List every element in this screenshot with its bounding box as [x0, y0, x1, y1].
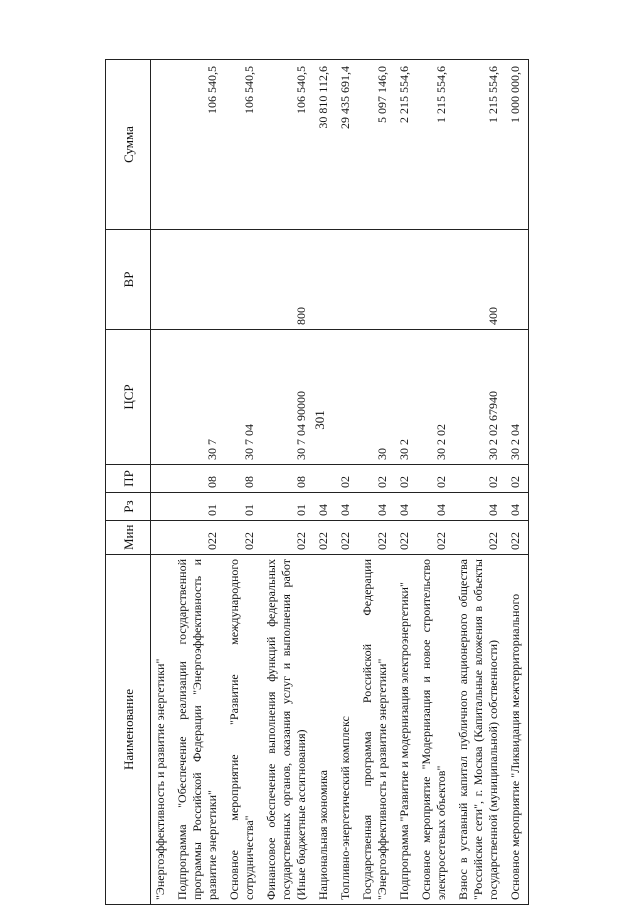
row-vr: [314, 230, 336, 330]
row-name: Финансовое обеспечение выполнения функций федеральных государственных органов, оказания услуг и выполнения работ (Иные бюджетные ассигнования): [262, 555, 314, 905]
row-sum: 29 435 691,4: [336, 60, 358, 230]
table-row: [336, 60, 358, 905]
row-vr: [417, 230, 454, 330]
row-rz: 04: [417, 493, 454, 521]
row-csr: 30 2: [395, 330, 417, 465]
row-name: Государственная программа Российской Федерации "Энергоэффективность и развитие энергетики": [358, 555, 395, 905]
row-pr: [314, 465, 336, 493]
row-sum: 1 000 000,0: [506, 60, 529, 230]
row-pr: 02: [417, 465, 454, 493]
table-row: [506, 60, 529, 905]
row-csr: 30 7 04: [225, 330, 262, 465]
row-csr: 30 2 02: [417, 330, 454, 465]
page-number: 301: [312, 410, 327, 430]
row-csr: [314, 330, 336, 465]
col-csr-header: ЦСР: [106, 330, 151, 465]
row-name: "Энергоэффективность и развитие энергетики": [151, 555, 174, 905]
row-vr: [358, 230, 395, 330]
row-min: 022: [314, 521, 336, 555]
row-min: 022: [417, 521, 454, 555]
row-sum: 5 097 146,0: [358, 60, 395, 230]
row-pr: 02: [358, 465, 395, 493]
row-pr: 02: [506, 465, 529, 493]
row-min: 022: [358, 521, 395, 555]
row-sum: 2 215 554,6: [395, 60, 417, 230]
table-row: [314, 60, 336, 905]
col-rz-header: Рз: [106, 493, 151, 521]
row-sum: 1 215 554,6: [417, 60, 454, 230]
row-rz: 01: [225, 493, 262, 521]
table-row: [395, 60, 417, 905]
row-csr: [336, 330, 358, 465]
row-rz: 01: [173, 493, 225, 521]
col-vr-header: ВР: [106, 230, 151, 330]
row-csr: 30 2 02 67940: [454, 330, 506, 465]
row-sum: 106 540,5: [262, 60, 314, 230]
row-vr: [506, 230, 529, 330]
row-csr: 30 2 04: [506, 330, 529, 465]
row-pr: 02: [454, 465, 506, 493]
table-row: [225, 60, 262, 905]
row-rz: 04: [336, 493, 358, 521]
row-pr: 02: [395, 465, 417, 493]
row-name: Подпрограмма "Обеспечение реализации государственной программы Российской Федерации "Энергоэффективность и развитие энергетики": [173, 555, 225, 905]
col-name-header: Наименование: [106, 555, 151, 905]
row-min: 022: [225, 521, 262, 555]
row-pr: 08: [225, 465, 262, 493]
row-min: 022: [336, 521, 358, 555]
row-vr: [336, 230, 358, 330]
row-min: 022: [454, 521, 506, 555]
row-name: Топливно-энергетический комплекс: [336, 555, 358, 905]
row-min: 022: [173, 521, 225, 555]
row-vr: [395, 230, 417, 330]
row-rz: 04: [314, 493, 336, 521]
row-csr: 30 7: [173, 330, 225, 465]
budget-table-rotated: [105, 60, 610, 905]
table-row: [262, 60, 314, 905]
row-pr: [151, 465, 174, 493]
row-vr: 400: [454, 230, 506, 330]
row-rz: 04: [395, 493, 417, 521]
table-row: [151, 60, 174, 905]
row-sum: 30 810 112,6: [314, 60, 336, 230]
row-name: Взнос в уставный капитал публичного акционерного общества "Российские сети", г. Москва (Капитальные вложения в объекты государственной (муниципальной) собственности): [454, 555, 506, 905]
row-min: [151, 521, 174, 555]
row-sum: 1 215 554,6: [454, 60, 506, 230]
table-header: [106, 60, 151, 905]
row-min: 022: [395, 521, 417, 555]
row-name: Основное мероприятие "Ликвидация межтерриториального: [506, 555, 529, 905]
row-min: 022: [506, 521, 529, 555]
col-pr-header: ПР: [106, 465, 151, 493]
col-sum-header: Сумма: [106, 60, 151, 230]
row-rz: 04: [506, 493, 529, 521]
row-sum: [151, 60, 174, 230]
row-name: Подпрограмма "Развитие и модернизация электроэнергетики": [395, 555, 417, 905]
row-csr: 30 7 04 90000: [262, 330, 314, 465]
row-rz: [151, 493, 174, 521]
row-vr: [225, 230, 262, 330]
row-rz: 04: [454, 493, 506, 521]
table-row: [454, 60, 506, 905]
row-min: 022: [262, 521, 314, 555]
row-csr: [151, 330, 174, 465]
row-name: Основное мероприятие "Развитие международного сотрудничества": [225, 555, 262, 905]
row-pr: 02: [336, 465, 358, 493]
table-row: [358, 60, 395, 905]
budget-table: [105, 59, 529, 905]
row-pr: 08: [173, 465, 225, 493]
row-name: Национальная экономика: [314, 555, 336, 905]
col-min-header: Мин: [106, 521, 151, 555]
row-vr: [151, 230, 174, 330]
row-csr: 30: [358, 330, 395, 465]
row-vr: [173, 230, 225, 330]
row-vr: 800: [262, 230, 314, 330]
row-sum: 106 540,5: [225, 60, 262, 230]
row-pr: 08: [262, 465, 314, 493]
table-row: [173, 60, 225, 905]
row-name: Основное мероприятие "Модернизация и новое строительство электросетевых объектов": [417, 555, 454, 905]
row-rz: 04: [358, 493, 395, 521]
table-row: [417, 60, 454, 905]
row-rz: 01: [262, 493, 314, 521]
row-sum: 106 540,5: [173, 60, 225, 230]
